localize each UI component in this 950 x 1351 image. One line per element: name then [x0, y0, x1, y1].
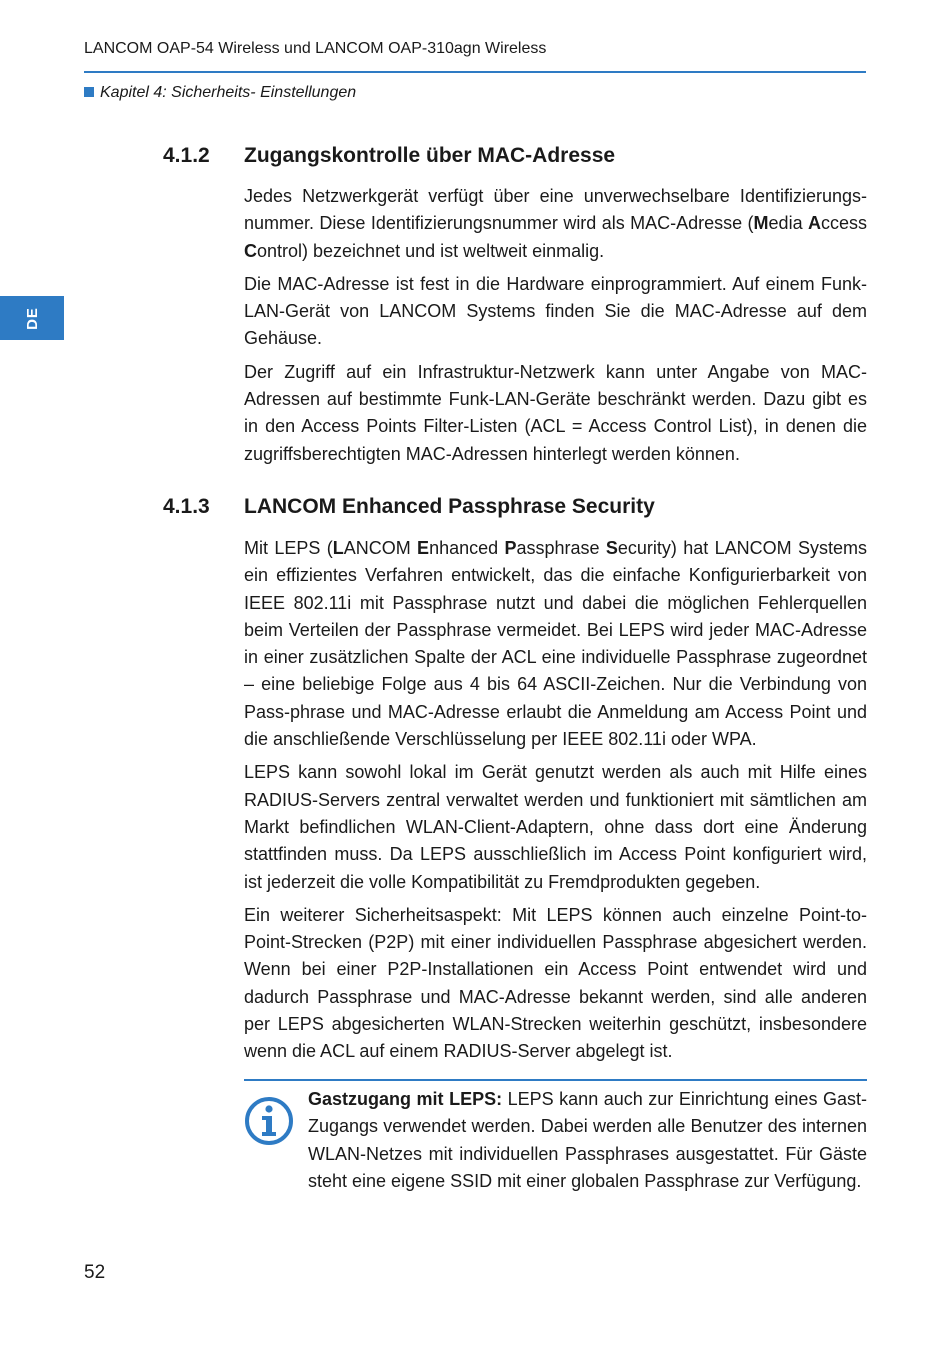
chapter-square-icon — [84, 87, 94, 97]
note-title: Gastzugang mit LEPS: — [308, 1089, 503, 1109]
paragraph: Mit LEPS (LANCOM Enhanced Passphrase Security) hat LANCOM Systems ein effizientes Verfahren entwickelt, das die einfache Konfigurierbarkeit von IEEE 802.11i mit Passphrase nutzt und dabei die möglichen Fehlerquellen beim Verteilen der Passphrase vermeidet. Bei LEPS wird jeder MAC-Adresse in einer zusätzlichen Spalte der ACL eine individuelle Passphrase zugeordnet – eine beliebige Folge aus 4 bis 64 ASCII-Zeichen. Nur die Verbindung von Pass-phrase und MAC-Adresse erlaubt die Anmeldung am Access Point und die anschließende Verschlüsselung per IEEE 802.11i oder WPA. — [244, 538, 867, 750]
page-number: 52 — [84, 1262, 106, 1283]
section-number: 4.1.3 — [163, 495, 210, 518]
section-heading-4-1-2 — [163, 144, 615, 168]
paragraph: Jedes Netzwerkgerät verfügt über eine unverwechselbare Identifizierungs-nummer. Diese Identifizierungsnummer wird als MAC-Adresse (Media Access Control) bezeichnet und ist weltweit einmalig. — [244, 186, 867, 261]
paragraph: LEPS kann sowohl lokal im Gerät genutzt werden als auch mit Hilfe eines RADIUS-Servers zentral verwaltet werden und funktioniert mit sämtlichen am Markt befindlichen WLAN-Client-Adaptern, ohne dass dort eine Änderung stattfinden muss. Da LEPS ausschließlich im Access Point konfiguriert wird, ist jederzeit die volle Kompatibilität zu Fremdprodukten gegeben. — [244, 762, 867, 892]
section-body-4-1-3 — [244, 535, 867, 1072]
running-header-title: LANCOM OAP-54 Wireless und LANCOM OAP-310agn Wireless — [84, 40, 547, 57]
header-rule — [84, 71, 866, 73]
paragraph: Der Zugriff auf ein Infrastruktur-Netzwerk kann unter Angabe von MAC-Adressen auf bestimmte Funk-LAN-Geräte beschränkt werden. Dazu gibt es in den Access Points Filter-Listen (ACL = Access Control List), in denen die zugriffsberechtigten MAC-Adressen hinterlegt werden können. — [244, 361, 867, 464]
section-number: 4.1.2 — [163, 144, 210, 167]
chapter-label — [84, 84, 356, 102]
note-rule — [244, 1079, 867, 1081]
note-body: LEPS kann auch zur Einrichtung eines Gast-Zugangs verwendet werden. Dabei werden alle Benutzer des internen WLAN-Netzes mit individuellen Passphrases ausgestattet. Für Gäste steht eine eigene SSID mit einer globalen Passphrase zur Verfügung. — [308, 1089, 867, 1191]
section-heading-4-1-3 — [163, 495, 655, 519]
section-title: LANCOM Enhanced Passphrase Security — [244, 495, 655, 518]
note-text — [308, 1086, 867, 1195]
paragraph: Ein weiterer Sicherheitsaspekt: Mit LEPS können auch einzelne Point-to-Point-Strecken (P2P) mit einer individuellen Passphrase abgesichert werden. Wenn bei einer P2P-Installationen ein Access Point entwendet wird und dadurch Passphrase und MAC-Adresse bekannt werden, sind alle anderen per LEPS abgesicherten WLAN-Strecken weiterhin geschützt, insbesondere wenn die ACL auf einem RADIUS-Server abgelegt ist. — [244, 904, 867, 1062]
info-icon — [244, 1096, 294, 1146]
chapter-text: Kapitel 4: Sicherheits- Einstellungen — [100, 84, 357, 101]
section-body-4-1-2 — [244, 183, 867, 474]
paragraph: Die MAC-Adresse ist fest in die Hardware einprogrammiert. Auf einem Funk-LAN-Gerät von LANCOM Systems finden Sie die MAC-Adresse auf dem Gehäuse. — [244, 273, 867, 349]
language-tab — [0, 296, 64, 340]
section-title: Zugangskontrolle über MAC-Adresse — [244, 144, 616, 167]
language-tab-label: DE — [23, 306, 41, 330]
